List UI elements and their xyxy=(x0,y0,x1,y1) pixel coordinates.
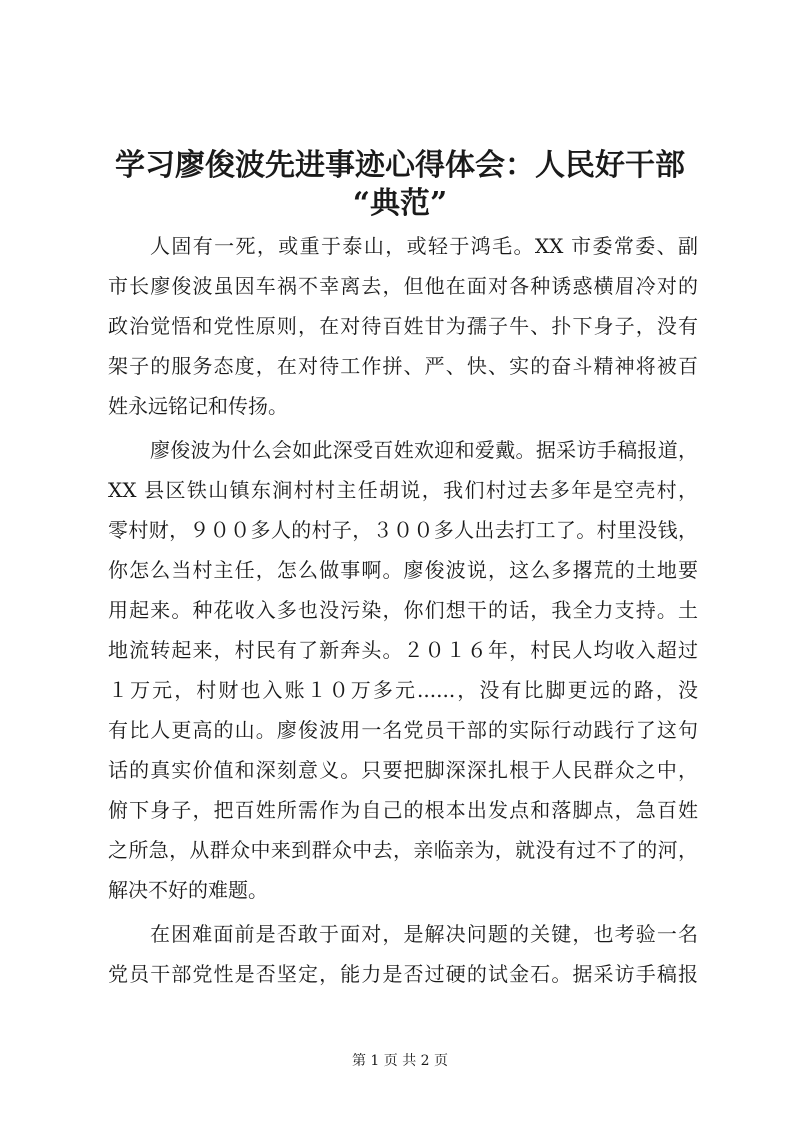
paragraph-2-line-4: 你怎么当村主任，怎么做事啊。廖俊波说，这么多撂荒的土地要 xyxy=(108,558,698,582)
paragraph-2-line-9: 话的真实价值和深刻意义。只要把脚深深扎根于人民群众之中， xyxy=(108,758,698,782)
paragraph-2-line-12: 解决不好的难题。 xyxy=(108,878,268,902)
paragraph-2-line-5: 用起来。种花收入多也没污染，你们想干的话，我全力支持。土 xyxy=(108,598,698,622)
paragraph-2-line-3: 零村财，９００多人的村子，３００多人出去打工了。村里没钱， xyxy=(108,518,698,542)
paragraph-2-line-1: 廖俊波为什么会如此深受百姓欢迎和爱戴。据采访手稿报道， xyxy=(150,438,698,462)
paragraph-2-line-8: 有比人更高的山。廖俊波用一名党员干部的实际行动践行了这句 xyxy=(108,718,698,742)
paragraph-2-line-10: 俯下身子，把百姓所需作为自己的根本出发点和落脚点，急百姓 xyxy=(108,798,698,822)
paragraph-1-line-1: 人固有一死，或重于泰山，或轻于鸿毛。XX 市委常委、副 xyxy=(150,234,698,258)
paragraph-3-line-1: 在困难面前是否敢于面对，是解决问题的关键，也考验一名 xyxy=(150,922,698,946)
paragraph-1-line-2: 市长廖俊波虽因车祸不幸离去，但他在面对各种诱惑横眉冷对的 xyxy=(108,274,698,298)
document-title-line-1: 学习廖俊波先进事迹心得体会：人民好干部 xyxy=(115,148,685,183)
document-title-line-2: “典范” xyxy=(352,186,448,221)
paragraph-2-line-7: １万元，村财也入账１０万多元......，没有比脚更远的路，没 xyxy=(108,678,698,702)
paragraph-2-line-6: 地流转起来，村民有了新奔头。２０１６年，村民人均收入超过 xyxy=(108,638,698,662)
paragraph-1-line-4: 架子的服务态度，在对待工作拼、严、快、实的奋斗精神将被百 xyxy=(108,354,698,378)
paragraph-3-line-2: 党员干部党性是否坚定，能力是否过硬的试金石。据采访手稿报 xyxy=(108,962,698,986)
paragraph-1-line-5: 姓永远铭记和传扬。 xyxy=(108,394,288,418)
paragraph-1-line-3: 政治觉悟和党性原则，在对待百姓甘为孺子牛、扑下身子，没有 xyxy=(108,314,698,338)
paragraph-2-line-11: 之所急，从群众中来到群众中去，亲临亲为，就没有过不了的河， xyxy=(108,838,698,862)
paragraph-2-line-2: XX 县区铁山镇东涧村村主任胡说，我们村过去多年是空壳村， xyxy=(108,478,698,502)
page-number-footer: 第 1 页 共 2 页 xyxy=(351,1053,449,1069)
